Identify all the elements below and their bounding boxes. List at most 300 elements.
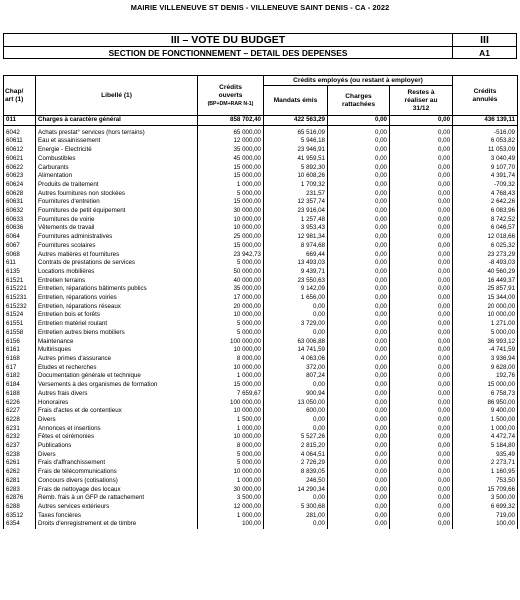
cell-chapter: 6262 bbox=[4, 468, 36, 477]
cell-credits-opened: 65 000,00 bbox=[198, 129, 264, 138]
cell-label: Divers bbox=[36, 451, 198, 460]
cell-chapter: 63512 bbox=[4, 512, 36, 521]
cell-mandates: 807,24 bbox=[264, 372, 328, 381]
cell-credits-cancelled: -4 741,59 bbox=[453, 346, 518, 355]
cell-mandates: 3 953,43 bbox=[264, 224, 328, 233]
cell-credits-cancelled: 6 025,32 bbox=[453, 242, 518, 251]
cell-label: Fournitures scolaires bbox=[36, 242, 198, 251]
cell-credits-opened: 100,00 bbox=[198, 520, 264, 529]
cell-chapter: 615221 bbox=[4, 285, 36, 294]
column-header-label: Libellé (1) bbox=[36, 76, 198, 116]
cell-credits-cancelled: 719,00 bbox=[453, 512, 518, 521]
remaining-line1: Restes à bbox=[407, 88, 435, 96]
cell-chapter: 6156 bbox=[4, 338, 36, 347]
table-row bbox=[4, 181, 518, 190]
cell-credits-cancelled: 9 628,00 bbox=[453, 364, 518, 373]
cell-chapter: 60633 bbox=[4, 216, 36, 225]
cell-charges: 0,00 bbox=[328, 164, 390, 173]
cell-mandates: 13 493,03 bbox=[264, 259, 328, 268]
cell-chapter: 60622 bbox=[4, 164, 36, 173]
document-title: MAIRIE VILLENEUVE ST DENIS - VILLENEUVE SAINT DENIS - CA - 2022 bbox=[130, 3, 390, 12]
cell-mandates: 4 063,06 bbox=[264, 355, 328, 364]
cell-chapter: 61524 bbox=[4, 311, 36, 320]
cell-charges: 0,00 bbox=[328, 311, 390, 320]
cell-chapter: 6168 bbox=[4, 355, 36, 364]
cell-remaining: 0,00 bbox=[390, 207, 453, 216]
column-header-credits-cancelled bbox=[453, 76, 518, 116]
cell-mandates: 5 892,30 bbox=[264, 164, 328, 173]
cell-remaining: 0,00 bbox=[390, 503, 453, 512]
cell-mandates: 13 050,00 bbox=[264, 399, 328, 408]
cell-charges: 0,00 bbox=[328, 364, 390, 373]
cell-credits-opened: 23 942,73 bbox=[198, 251, 264, 260]
cell-mandates: 281,00 bbox=[264, 512, 328, 521]
cell-mandates: 9 142,09 bbox=[264, 285, 328, 294]
table-row bbox=[4, 468, 518, 477]
cell-credits-cancelled: 3 500,00 bbox=[453, 494, 518, 503]
cell-credits-cancelled: 6 758,73 bbox=[453, 390, 518, 399]
cell-credits-cancelled: 192,76 bbox=[453, 372, 518, 381]
table-row bbox=[4, 407, 518, 416]
cell-mandates: 9 439,71 bbox=[264, 268, 328, 277]
cell-chapter: 60631 bbox=[4, 198, 36, 207]
cell-credits-cancelled: 4 472,74 bbox=[453, 433, 518, 442]
cell-credits-opened: 50 000,00 bbox=[198, 268, 264, 277]
cell-charges: 0,00 bbox=[328, 520, 390, 529]
cell-mandates: 23 946,91 bbox=[264, 146, 328, 155]
cell-label: Energie - Electricité bbox=[36, 146, 198, 155]
cell-label: Entretien matériel roulant bbox=[36, 320, 198, 329]
cell-remaining: 0,00 bbox=[390, 137, 453, 146]
cell-chapter: 6068 bbox=[4, 251, 36, 260]
cell-credits-cancelled: 1 500,00 bbox=[453, 416, 518, 425]
section-code: A1 bbox=[453, 46, 516, 59]
cell-credits-opened: 35 000,00 bbox=[198, 146, 264, 155]
cell-remaining: 0,00 bbox=[390, 451, 453, 460]
total-credits-opened: 858 702,40 bbox=[198, 116, 264, 126]
cell-charges: 0,00 bbox=[328, 338, 390, 347]
cell-remaining: 0,00 bbox=[390, 259, 453, 268]
cell-chapter: 62876 bbox=[4, 494, 36, 503]
cell-mandates: 1 257,48 bbox=[264, 216, 328, 225]
cell-charges: 0,00 bbox=[328, 303, 390, 312]
cell-charges: 0,00 bbox=[328, 512, 390, 521]
cell-chapter: 60611 bbox=[4, 137, 36, 146]
cell-charges: 0,00 bbox=[328, 494, 390, 503]
cell-credits-opened: 1 500,00 bbox=[198, 416, 264, 425]
cell-remaining: 0,00 bbox=[390, 486, 453, 495]
credits-opened-line1: Crédits bbox=[219, 83, 242, 91]
cell-chapter: 6232 bbox=[4, 433, 36, 442]
table-row bbox=[4, 207, 518, 216]
cell-label: Divers bbox=[36, 416, 198, 425]
cell-label: Autres matières et fournitures bbox=[36, 251, 198, 260]
cell-credits-opened: 100 000,00 bbox=[198, 338, 264, 347]
table-row bbox=[4, 433, 518, 442]
cell-credits-opened: 10 000,00 bbox=[198, 433, 264, 442]
cell-label: Frais d'affranchissement bbox=[36, 459, 198, 468]
cell-mandates: 0,00 bbox=[264, 425, 328, 434]
cell-mandates: 41 959,51 bbox=[264, 155, 328, 164]
cell-mandates: 0,00 bbox=[264, 520, 328, 529]
cell-charges: 0,00 bbox=[328, 259, 390, 268]
column-header-mandates: Mandats émis bbox=[264, 86, 328, 116]
cell-mandates: 231,57 bbox=[264, 190, 328, 199]
cell-chapter: 60624 bbox=[4, 181, 36, 190]
cell-chapter: 617 bbox=[4, 364, 36, 373]
cell-label: Entretien terrains bbox=[36, 277, 198, 286]
cell-remaining: 0,00 bbox=[390, 303, 453, 312]
cell-label: Fournitures administratives bbox=[36, 233, 198, 242]
cell-chapter: 6283 bbox=[4, 486, 36, 495]
cell-credits-opened: 15 000,00 bbox=[198, 164, 264, 173]
credits-cancelled-line1: Crédits bbox=[473, 87, 497, 95]
table-row bbox=[4, 355, 518, 364]
table-row bbox=[4, 486, 518, 495]
cell-credits-opened: 7 659,67 bbox=[198, 390, 264, 399]
cell-label: Carburants bbox=[36, 164, 198, 173]
table-row bbox=[4, 146, 518, 155]
cell-credits-opened: 45 000,00 bbox=[198, 155, 264, 164]
cell-remaining: 0,00 bbox=[390, 390, 453, 399]
cell-charges: 0,00 bbox=[328, 198, 390, 207]
cell-credits-cancelled: 4 768,43 bbox=[453, 190, 518, 199]
table-row bbox=[4, 233, 518, 242]
vote-title: III – VOTE DU BUDGET bbox=[4, 34, 453, 46]
column-group-credits-used: Crédits employés (ou restant à employer) bbox=[264, 76, 453, 86]
cell-charges: 0,00 bbox=[328, 407, 390, 416]
cell-label: Autres services extérieurs bbox=[36, 503, 198, 512]
cell-credits-opened: 15 000,00 bbox=[198, 172, 264, 181]
cell-label: Frais d'actes et de contentieux bbox=[36, 407, 198, 416]
cell-chapter: 615231 bbox=[4, 294, 36, 303]
total-row bbox=[4, 116, 518, 126]
cell-credits-opened: 30 000,00 bbox=[198, 207, 264, 216]
cell-chapter: 6238 bbox=[4, 451, 36, 460]
cell-charges: 0,00 bbox=[328, 451, 390, 460]
cell-chapter: 60612 bbox=[4, 146, 36, 155]
cell-charges: 0,00 bbox=[328, 146, 390, 155]
cell-credits-cancelled: 753,50 bbox=[453, 477, 518, 486]
cell-label: Entretien autres biens mobiliers bbox=[36, 329, 198, 338]
table-row bbox=[4, 451, 518, 460]
cell-mandates: 65 516,09 bbox=[264, 129, 328, 138]
cell-credits-opened: 20 000,00 bbox=[198, 303, 264, 312]
cell-credits-cancelled: 935,49 bbox=[453, 451, 518, 460]
cell-chapter: 60623 bbox=[4, 172, 36, 181]
cell-chapter: 6281 bbox=[4, 477, 36, 486]
cell-credits-opened: 40 000,00 bbox=[198, 277, 264, 286]
cell-credits-cancelled: 9 107,70 bbox=[453, 164, 518, 173]
cell-mandates: 8 974,68 bbox=[264, 242, 328, 251]
cell-charges: 0,00 bbox=[328, 137, 390, 146]
cell-remaining: 0,00 bbox=[390, 355, 453, 364]
cell-label: Etudes et recherches bbox=[36, 364, 198, 373]
cell-label: Entretien bois et forêts bbox=[36, 311, 198, 320]
cell-mandates: 669,44 bbox=[264, 251, 328, 260]
cell-chapter: 6184 bbox=[4, 381, 36, 390]
table-row bbox=[4, 216, 518, 225]
table-row bbox=[4, 190, 518, 199]
cell-charges: 0,00 bbox=[328, 251, 390, 260]
cell-credits-cancelled: 2 642,26 bbox=[453, 198, 518, 207]
cell-credits-cancelled: 3 936,94 bbox=[453, 355, 518, 364]
cell-charges: 0,00 bbox=[328, 285, 390, 294]
cell-mandates: 5 946,18 bbox=[264, 137, 328, 146]
cell-chapter: 6042 bbox=[4, 129, 36, 138]
table-row bbox=[4, 338, 518, 347]
cell-label: Multirisques bbox=[36, 346, 198, 355]
table-row bbox=[4, 251, 518, 260]
table-row bbox=[4, 320, 518, 329]
table-row bbox=[4, 477, 518, 486]
cell-credits-cancelled: -8 493,03 bbox=[453, 259, 518, 268]
cell-mandates: 3 729,00 bbox=[264, 320, 328, 329]
cell-mandates: 2 726,29 bbox=[264, 459, 328, 468]
cell-charges: 0,00 bbox=[328, 459, 390, 468]
cell-credits-opened: 5 000,00 bbox=[198, 190, 264, 199]
cell-charges: 0,00 bbox=[328, 268, 390, 277]
cell-chapter: 6067 bbox=[4, 242, 36, 251]
cell-credits-opened: 10 000,00 bbox=[198, 311, 264, 320]
cell-label: Concours divers (cotisations) bbox=[36, 477, 198, 486]
cell-credits-cancelled: 1 160,95 bbox=[453, 468, 518, 477]
table-row bbox=[4, 416, 518, 425]
cell-credits-opened: 12 000,00 bbox=[198, 137, 264, 146]
cell-remaining: 0,00 bbox=[390, 129, 453, 138]
cell-charges: 0,00 bbox=[328, 503, 390, 512]
cell-credits-opened: 100 000,00 bbox=[198, 399, 264, 408]
cell-remaining: 0,00 bbox=[390, 425, 453, 434]
cell-label: Autres fournitures non stockées bbox=[36, 190, 198, 199]
cell-credits-cancelled: 25 857,91 bbox=[453, 285, 518, 294]
cell-credits-cancelled: 20 000,00 bbox=[453, 303, 518, 312]
cell-credits-opened: 1 000,00 bbox=[198, 512, 264, 521]
cell-charges: 0,00 bbox=[328, 468, 390, 477]
credits-cancelled-line2: annulés bbox=[472, 95, 498, 103]
cell-charges: 0,00 bbox=[328, 486, 390, 495]
cell-charges: 0,00 bbox=[328, 224, 390, 233]
remaining-line3: 31/12 bbox=[412, 104, 430, 112]
cell-credits-cancelled: 36 993,12 bbox=[453, 338, 518, 347]
table-row bbox=[4, 155, 518, 164]
cell-chapter: 61558 bbox=[4, 329, 36, 338]
cell-mandates: 0,00 bbox=[264, 381, 328, 390]
cell-credits-opened: 5 000,00 bbox=[198, 459, 264, 468]
cell-label: Locations mobilières bbox=[36, 268, 198, 277]
table-row bbox=[4, 399, 518, 408]
cell-chapter: 6237 bbox=[4, 442, 36, 451]
table-row bbox=[4, 164, 518, 173]
cell-label: Alimentation bbox=[36, 172, 198, 181]
charges-line2: rattachées bbox=[342, 100, 375, 108]
cell-chapter: 6161 bbox=[4, 346, 36, 355]
cell-remaining: 0,00 bbox=[390, 172, 453, 181]
cell-remaining: 0,00 bbox=[390, 433, 453, 442]
cell-credits-cancelled: 40 560,29 bbox=[453, 268, 518, 277]
cell-credits-cancelled: 16 449,37 bbox=[453, 277, 518, 286]
cell-charges: 0,00 bbox=[328, 129, 390, 138]
cell-chapter: 6228 bbox=[4, 416, 36, 425]
cell-credits-cancelled: 6 083,96 bbox=[453, 207, 518, 216]
cell-mandates: 14 290,34 bbox=[264, 486, 328, 495]
cell-credits-cancelled: 8 742,52 bbox=[453, 216, 518, 225]
cell-label: Entretien, réparations bâtiments publics bbox=[36, 285, 198, 294]
column-header-charges bbox=[328, 86, 390, 116]
cell-chapter: 615232 bbox=[4, 303, 36, 312]
cell-charges: 0,00 bbox=[328, 372, 390, 381]
cell-mandates: 0,00 bbox=[264, 303, 328, 312]
cell-label: Entretien, réparations voiries bbox=[36, 294, 198, 303]
cell-remaining: 0,00 bbox=[390, 311, 453, 320]
cell-credits-cancelled: -709,32 bbox=[453, 181, 518, 190]
column-header-credits-opened bbox=[198, 76, 264, 116]
cell-credits-cancelled: 9 400,00 bbox=[453, 407, 518, 416]
cell-credits-opened: 35 000,00 bbox=[198, 285, 264, 294]
cell-remaining: 0,00 bbox=[390, 285, 453, 294]
cell-charges: 0,00 bbox=[328, 381, 390, 390]
table-row bbox=[4, 372, 518, 381]
cell-mandates: 12 981,34 bbox=[264, 233, 328, 242]
cell-chapter: 6261 bbox=[4, 459, 36, 468]
cell-label: Taxes foncières bbox=[36, 512, 198, 521]
table-row bbox=[4, 364, 518, 373]
cell-credits-cancelled: 10 000,00 bbox=[453, 311, 518, 320]
section-subtitle: SECTION DE FONCTIONNEMENT – DETAIL DES DEPENSES bbox=[4, 46, 453, 58]
cell-credits-opened: 5 000,00 bbox=[198, 329, 264, 338]
cell-mandates: 900,94 bbox=[264, 390, 328, 399]
cell-credits-opened: 25 000,00 bbox=[198, 233, 264, 242]
cell-remaining: 0,00 bbox=[390, 277, 453, 286]
cell-remaining: 0,00 bbox=[390, 346, 453, 355]
cell-credits-cancelled: 12 018,66 bbox=[453, 233, 518, 242]
cell-label: Entretien, réparations réseaux bbox=[36, 303, 198, 312]
table-row bbox=[4, 294, 518, 303]
cell-chapter: 60628 bbox=[4, 190, 36, 199]
cell-remaining: 0,00 bbox=[390, 294, 453, 303]
table-row bbox=[4, 224, 518, 233]
total-label: Charges à caractère général bbox=[36, 116, 198, 126]
cell-credits-cancelled: 6 053,82 bbox=[453, 137, 518, 146]
cell-remaining: 0,00 bbox=[390, 233, 453, 242]
cell-credits-cancelled: 2 273,71 bbox=[453, 459, 518, 468]
cell-chapter: 6227 bbox=[4, 407, 36, 416]
cell-mandates: 1 656,00 bbox=[264, 294, 328, 303]
cell-chapter: 6182 bbox=[4, 372, 36, 381]
cell-chapter: 611 bbox=[4, 259, 36, 268]
cell-credits-cancelled: 1 271,00 bbox=[453, 320, 518, 329]
cell-credits-opened: 10 000,00 bbox=[198, 216, 264, 225]
cell-remaining: 0,00 bbox=[390, 407, 453, 416]
table-row bbox=[4, 277, 518, 286]
expenses-table bbox=[3, 75, 518, 529]
cell-remaining: 0,00 bbox=[390, 494, 453, 503]
cell-mandates: 0,00 bbox=[264, 416, 328, 425]
cell-credits-cancelled: 11 053,09 bbox=[453, 146, 518, 155]
cell-remaining: 0,00 bbox=[390, 251, 453, 260]
cell-label: Droits d'enregistrement et de timbre bbox=[36, 520, 198, 529]
cell-mandates: 246,50 bbox=[264, 477, 328, 486]
table-row bbox=[4, 242, 518, 251]
charges-line1: Charges bbox=[345, 92, 372, 100]
table-row bbox=[4, 259, 518, 268]
cell-remaining: 0,00 bbox=[390, 372, 453, 381]
column-header-chapter bbox=[4, 76, 36, 116]
cell-mandates: 600,00 bbox=[264, 407, 328, 416]
cell-charges: 0,00 bbox=[328, 242, 390, 251]
cell-remaining: 0,00 bbox=[390, 242, 453, 251]
cell-credits-opened: 1 000,00 bbox=[198, 372, 264, 381]
cell-charges: 0,00 bbox=[328, 390, 390, 399]
table-row bbox=[4, 311, 518, 320]
cell-credits-opened: 8 000,00 bbox=[198, 442, 264, 451]
cell-credits-cancelled: 1 000,00 bbox=[453, 425, 518, 434]
table-row bbox=[4, 442, 518, 451]
table-row bbox=[4, 520, 518, 529]
cell-credits-opened: 5 000,00 bbox=[198, 451, 264, 460]
table-row bbox=[4, 137, 518, 146]
table-row bbox=[4, 425, 518, 434]
cell-label: Fournitures d'entretien bbox=[36, 198, 198, 207]
cell-credits-opened: 10 000,00 bbox=[198, 364, 264, 373]
cell-mandates: 23 550,63 bbox=[264, 277, 328, 286]
cell-chapter: 60636 bbox=[4, 224, 36, 233]
cell-label: Frais de télécommunications bbox=[36, 468, 198, 477]
cell-mandates: 5 527,26 bbox=[264, 433, 328, 442]
cell-label: Fournitures de voirie bbox=[36, 216, 198, 225]
cell-chapter: 6231 bbox=[4, 425, 36, 434]
cell-remaining: 0,00 bbox=[390, 459, 453, 468]
column-header-remaining bbox=[390, 86, 453, 116]
cell-credits-cancelled: 100,00 bbox=[453, 520, 518, 529]
cell-label: Vêtements de travail bbox=[36, 224, 198, 233]
table-row bbox=[4, 129, 518, 138]
cell-credits-opened: 15 000,00 bbox=[198, 381, 264, 390]
total-credits-cancelled: 436 139,11 bbox=[453, 116, 518, 126]
cell-credits-opened: 10 000,00 bbox=[198, 407, 264, 416]
table-row bbox=[4, 285, 518, 294]
cell-credits-cancelled: 5 184,80 bbox=[453, 442, 518, 451]
cell-chapter: 6354 bbox=[4, 520, 36, 529]
cell-charges: 0,00 bbox=[328, 425, 390, 434]
cell-credits-cancelled: 23 273,29 bbox=[453, 251, 518, 260]
cell-credits-opened: 1 000,00 bbox=[198, 477, 264, 486]
cell-credits-opened: 10 000,00 bbox=[198, 468, 264, 477]
cell-remaining: 0,00 bbox=[390, 442, 453, 451]
cell-remaining: 0,00 bbox=[390, 381, 453, 390]
cell-credits-opened: 17 000,00 bbox=[198, 294, 264, 303]
cell-credits-opened: 3 500,00 bbox=[198, 494, 264, 503]
total-remaining: 0,00 bbox=[390, 116, 453, 126]
cell-label: Maintenance bbox=[36, 338, 198, 347]
cell-charges: 0,00 bbox=[328, 477, 390, 486]
table-row bbox=[4, 381, 518, 390]
cell-remaining: 0,00 bbox=[390, 364, 453, 373]
cell-mandates: 4 064,51 bbox=[264, 451, 328, 460]
cell-remaining: 0,00 bbox=[390, 477, 453, 486]
table-row bbox=[4, 512, 518, 521]
cell-label: Documentation générale et technique bbox=[36, 372, 198, 381]
cell-credits-opened: 15 000,00 bbox=[198, 198, 264, 207]
cell-mandates: 63 006,88 bbox=[264, 338, 328, 347]
cell-mandates: 10 608,26 bbox=[264, 172, 328, 181]
cell-label: Publications bbox=[36, 442, 198, 451]
cell-credits-opened: 30 000,00 bbox=[198, 486, 264, 495]
cell-credits-opened: 1 000,00 bbox=[198, 181, 264, 190]
cell-charges: 0,00 bbox=[328, 233, 390, 242]
cell-label: Autres primes d'assurance bbox=[36, 355, 198, 364]
cell-credits-opened: 5 000,00 bbox=[198, 320, 264, 329]
